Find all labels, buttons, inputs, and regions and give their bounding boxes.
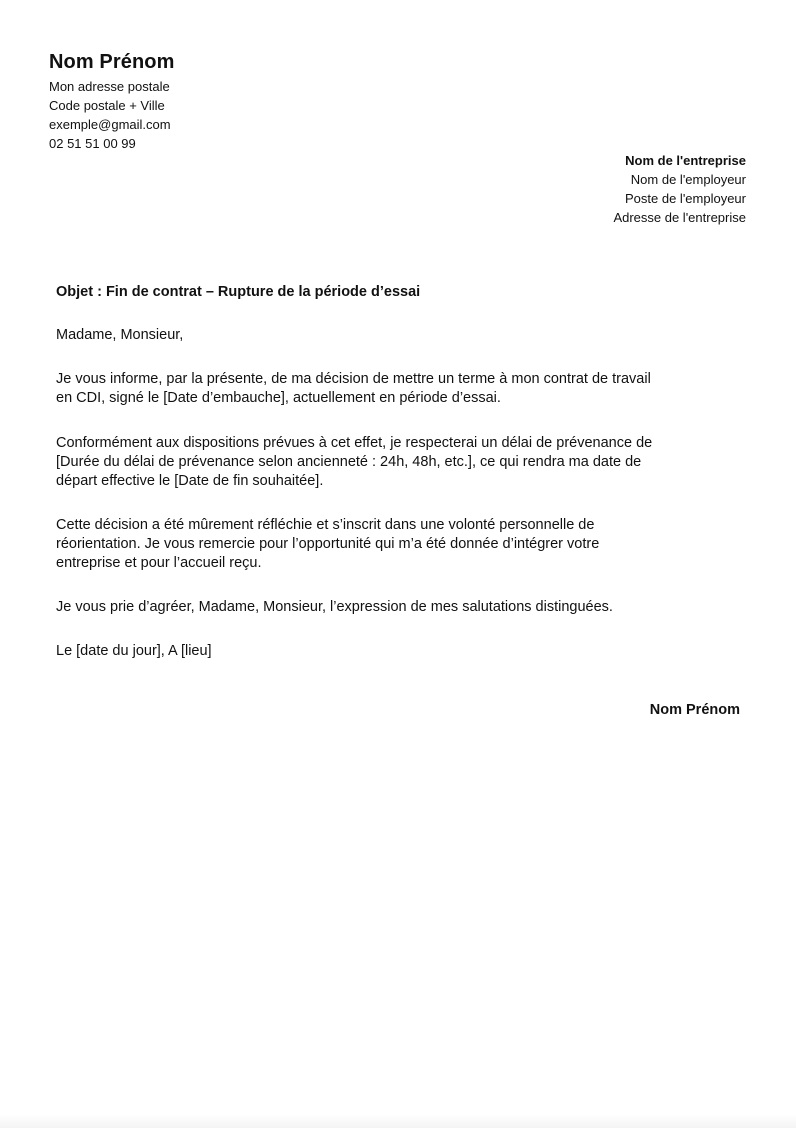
letter-greeting: Madame, Monsieur, bbox=[56, 327, 184, 343]
paragraph-intent bbox=[56, 370, 746, 408]
recipient-employer-name: Nom de l'employeur bbox=[630, 172, 746, 187]
paragraph-line: départ effective le [Date de fin souhaitée]. bbox=[56, 473, 324, 489]
sender-email: exemple@gmail.com bbox=[49, 117, 171, 132]
paragraph-line: [Durée du délai de prévenance selon ancienneté : 24h, 48h, etc.], ce qui rendra ma date de bbox=[56, 454, 642, 470]
paragraph-thanks bbox=[56, 516, 746, 573]
sender-address: Mon adresse postale bbox=[49, 79, 170, 94]
recipient-block bbox=[613, 151, 746, 227]
sender-block bbox=[49, 51, 174, 153]
paragraph-line: réorientation. Je vous remercie pour l’opportunité qui m’a été donnée d’intégrer votre bbox=[56, 536, 600, 552]
page-bottom-shadow bbox=[0, 1114, 796, 1128]
recipient-company-address: Adresse de l'entreprise bbox=[613, 210, 746, 225]
letter-subject: Objet : Fin de contrat – Rupture de la période d’essai bbox=[56, 284, 421, 300]
letter-signature: Nom Prénom bbox=[649, 702, 740, 718]
paragraph-line: Conformément aux dispositions prévues à cet effet, je respecterai un délai de prévenance de bbox=[56, 435, 653, 451]
letter-place-date: Le [date du jour], A [lieu] bbox=[56, 643, 212, 659]
recipient-company: Nom de l'entreprise bbox=[625, 153, 746, 168]
letter-closing: Je vous prie d’agréer, Madame, Monsieur, l’expression de mes salutations distinguées. bbox=[56, 599, 613, 615]
paragraph-line: Je vous informe, par la présente, de ma décision de mettre un terme à mon contrat de travail bbox=[56, 371, 651, 387]
recipient-employer-position: Poste de l'employeur bbox=[625, 191, 746, 206]
sender-city: Code postale + Ville bbox=[49, 98, 165, 113]
sender-phone: 02 51 51 00 99 bbox=[49, 136, 136, 151]
paragraph-line: Cette décision a été mûrement réfléchie et s’inscrit dans une volonté personnelle de bbox=[56, 517, 595, 533]
paragraph-line: entreprise et pour l’accueil reçu. bbox=[56, 555, 262, 571]
paragraph-notice bbox=[56, 434, 746, 491]
sender-name: Nom Prénom bbox=[49, 51, 175, 73]
paragraph-line: en CDI, signé le [Date d’embauche], actuellement en période d’essai. bbox=[56, 390, 501, 406]
